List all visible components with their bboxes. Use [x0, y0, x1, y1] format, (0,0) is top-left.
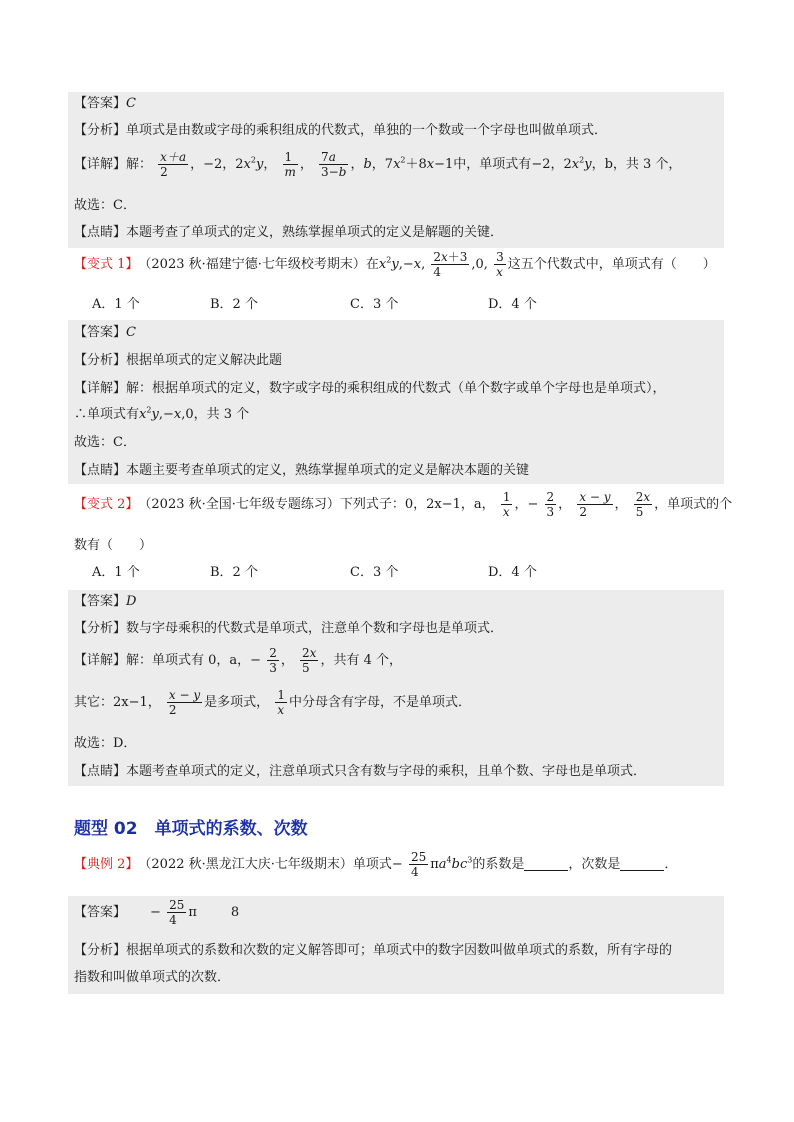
fraction-25-over-4-answer: $\frac{25}{4}$ [169, 898, 185, 927]
e2-analysis-tag: 【分析】 [74, 943, 127, 958]
fraction-x-plus-a-over-2: $\frac{x+a}{2}$ [160, 150, 187, 179]
example2-end: ． [664, 856, 678, 872]
v2-detail-line: 【详解】解：单项式有 0，a，− $\frac{2}{3}$ ， $\frac{2x}{5}$ ，共有 4 个， [74, 646, 402, 675]
fraction-x-minus-y-over-2-b: $\frac{x - y}{2}$ [168, 688, 201, 717]
v1-detail-tag: 【详解】 [74, 381, 127, 396]
example2-mid: 的系数是 [472, 856, 525, 872]
point-line [74, 224, 503, 243]
e2-analysis-line [74, 942, 672, 961]
detail-mid: 中，单项式有 [453, 156, 532, 172]
variant1-tag: 【变式 1】 [74, 256, 139, 272]
answer-tag: 【答案】 [74, 96, 127, 111]
v1-detail2-post: ，共 3 个 [193, 407, 250, 422]
variant2-question: 【变式 2】（2023 秋·全国·七年级专题练习）下列式子：0，2x−1，a， $\frac{1}{x}$ ，− $\frac{2}{3}$ ， $\frac{x - y}{2}$ ， $\frac{2x}{5}$ ，单项式的个 [74, 490, 733, 519]
variant2-question-line2 [74, 537, 152, 556]
detail-list: −2， [531, 156, 564, 172]
coefficient-blank[interactable] [524, 858, 568, 871]
fraction-2x-plus-3-over-4: $\frac{2x+3}{4}$ [433, 250, 468, 279]
variant2-tail: ，单项式的个 [654, 496, 733, 512]
detail-pre: 解： [126, 156, 153, 172]
answer-value: C [126, 96, 136, 111]
analysis-tag: 【分析】 [74, 123, 127, 138]
v2-detail-tag: 【详解】 [74, 652, 127, 668]
v1-detail2-line: ∴单项式有$x^2y,-x,0$，共 3 个 [74, 405, 250, 422]
v2-point-text: 本题考查单项式的定义，注意单项式只含有数与字母的乘积，且单个数、字母也是单项式． [126, 764, 647, 779]
fraction-2-over-3: $\frac{2}{3}$ [546, 490, 555, 519]
v2-analysis-tag: 【分析】 [74, 621, 127, 636]
v2-choose-line [74, 735, 136, 754]
example2-mid2: ，次数是 [568, 856, 621, 872]
choose-text: 故选：C． [74, 198, 136, 213]
fraction-7a-over-3-minus-b: $\frac{7a}{3-b}$ [321, 150, 347, 179]
v1-answer-tag: 【答案】 [74, 325, 127, 340]
v2-choose-text: 故选：D． [74, 736, 137, 751]
variant2-tag: 【变式 2】 [74, 496, 139, 512]
v2-detail-post: ，共有 4 个， [320, 652, 402, 668]
analysis-text: 单项式是由数或字母的乘积组成的代数式，单独的一个数或一个字母也叫做单项式． [126, 123, 608, 138]
v2-answer-tag: 【答案】 [74, 594, 127, 609]
variant2-source: （2023 秋·全国·七年级专题练习）下列式子：0，2x−1，a， [138, 496, 495, 512]
fraction-x-minus-y-over-2: $\frac{x - y}{2}$ [579, 490, 611, 519]
solution-box-2 [68, 320, 724, 484]
variant1-option-c[interactable]: C．3 个 [350, 297, 399, 312]
example2-question: 【典例 2】（2022 秋·黑龙江大庆·七年级期末）单项式− $\frac{25}{4}$ $\pi a^4bc^3$的系数是 ，次数是 ． [74, 850, 678, 879]
variant1-option-d[interactable]: D．4 个 [488, 297, 537, 312]
variant2-line2: 数有（ ） [74, 538, 153, 553]
fraction-1-over-m: $\frac{1}{m}$ [284, 150, 296, 179]
v2-other-line [74, 688, 471, 726]
variant2-option-a[interactable]: A．1 个 [92, 565, 140, 580]
v1-answer-value: C [126, 325, 136, 340]
v1-choose-line [74, 434, 136, 453]
degree-blank[interactable] [620, 858, 664, 871]
point-tag: 【点睛】 [74, 225, 127, 240]
e2-answer-line: 【答案】 − $\frac{25}{4}$ π 8 [74, 898, 240, 927]
example2-source: （2022 秋·黑龙江大庆·七年级期末）单项式 [138, 856, 392, 872]
v2-point-line [74, 763, 646, 782]
variant1-options [92, 296, 592, 314]
v2-detail-pre: 解：单项式有 0，a， [126, 652, 251, 668]
e2-answer-degree: 8 [230, 904, 240, 920]
variant2-options [92, 564, 592, 582]
v1-point-line [74, 462, 529, 481]
variant1-question: 【变式 1】（2023 秋·福建宁德·七年级校考期末）在$x^2y,-x$, $\frac{2x+3}{4}$ ,0, $\frac{3}{x}$ 这五个代数式中，单项式有（ ） [74, 250, 716, 279]
v1-detail-line [74, 380, 666, 399]
v2-analysis-text: 数与字母乘积的代数式是单项式，注意单个数和字母也是单项式． [126, 621, 504, 636]
variant1-tail: 这五个代数式中，单项式有（ ） [507, 256, 716, 272]
e2-analysis-text1: 根据单项式的系数和次数的定义解答即可；单项式中的数字因数叫做单项式的系数，所有字母的 [126, 943, 673, 958]
fraction-25-over-4: $\frac{25}{4}$ [410, 850, 427, 879]
e2-answer-tag: 【答案】 [74, 904, 127, 920]
v1-detail-text: 解：根据单项式的定义，数字或字母的乘积组成的代数式（单个数字或单个字母也是单项式）， [126, 381, 666, 396]
fraction-1-over-x-b: $\frac{1}{x}$ [277, 688, 285, 717]
v2-answer-line [74, 593, 136, 612]
v2-analysis-line [74, 620, 503, 639]
detail-b: ，b，共 3 个， [591, 156, 682, 172]
v2-answer-value: D [126, 594, 137, 609]
fraction-2x-over-5: $\frac{2x}{5}$ [635, 490, 651, 519]
v1-analysis-text: 根据单项式的定义解决此题 [126, 353, 283, 368]
v1-detail2-pre: ∴单项式有 [74, 407, 140, 422]
analysis-line [74, 122, 607, 141]
choose-line [74, 197, 136, 216]
variant2-option-b[interactable]: B．2 个 [210, 565, 258, 580]
v2-other-pre: 其它：2x−1， [74, 694, 161, 710]
detail-tag: 【详解】 [74, 156, 127, 172]
v2-other-mid: 是多项式， [204, 694, 270, 710]
fraction-2-over-3-b: $\frac{2}{3}$ [269, 646, 277, 675]
e2-analysis-text2: 指数和叫做单项式的次数． [74, 970, 231, 985]
v2-point-tag: 【点睛】 [74, 764, 127, 779]
variant2-option-c[interactable]: C．3 个 [350, 565, 399, 580]
v1-point-text: 本题主要考查单项式的定义，熟练掌握单项式的定义是解决本题的关键 [126, 463, 530, 478]
fraction-3-over-x: $\frac{3}{x}$ [496, 250, 504, 279]
v1-choose-text: 故选：C． [74, 435, 136, 450]
v1-analysis-tag: 【分析】 [74, 353, 127, 368]
section-heading: 题型 02 单项式的系数、次数 [74, 819, 308, 839]
variant1-source: （2023 秋·福建宁德·七年级校考期末）在 [138, 256, 379, 272]
detail-line: 【详解】解： $\frac{x+a}{2}$ ，−2，$2x^2y$， $\frac{1}{m}$ ， $\frac{7a}{3-b}$ ，b，$7x^2+8x-1$中，单项式有−2，$2x^2y$，b，共 3 个， [74, 150, 682, 179]
variant1-option-b[interactable]: B．2 个 [210, 297, 258, 312]
fraction-1-over-x: $\frac{1}{x}$ [502, 490, 511, 519]
point-text: 本题考查了单项式的定义，熟练掌握单项式的定义是解题的关键． [126, 225, 504, 240]
v2-other-post: 中分母含有字母，不是单项式． [288, 694, 471, 710]
variant1-option-a[interactable]: A．1 个 [92, 297, 140, 312]
answer-line [74, 95, 136, 114]
e2-analysis-line2 [74, 969, 230, 988]
fraction-2x-over-5-b: $\frac{2x}{5}$ [302, 646, 317, 675]
v1-answer-line [74, 324, 136, 343]
v1-analysis-line [74, 352, 282, 371]
variant2-option-d[interactable]: D．4 个 [488, 565, 537, 580]
v1-point-tag: 【点睛】 [74, 463, 127, 478]
example2-tag: 【典例 2】 [74, 856, 139, 872]
